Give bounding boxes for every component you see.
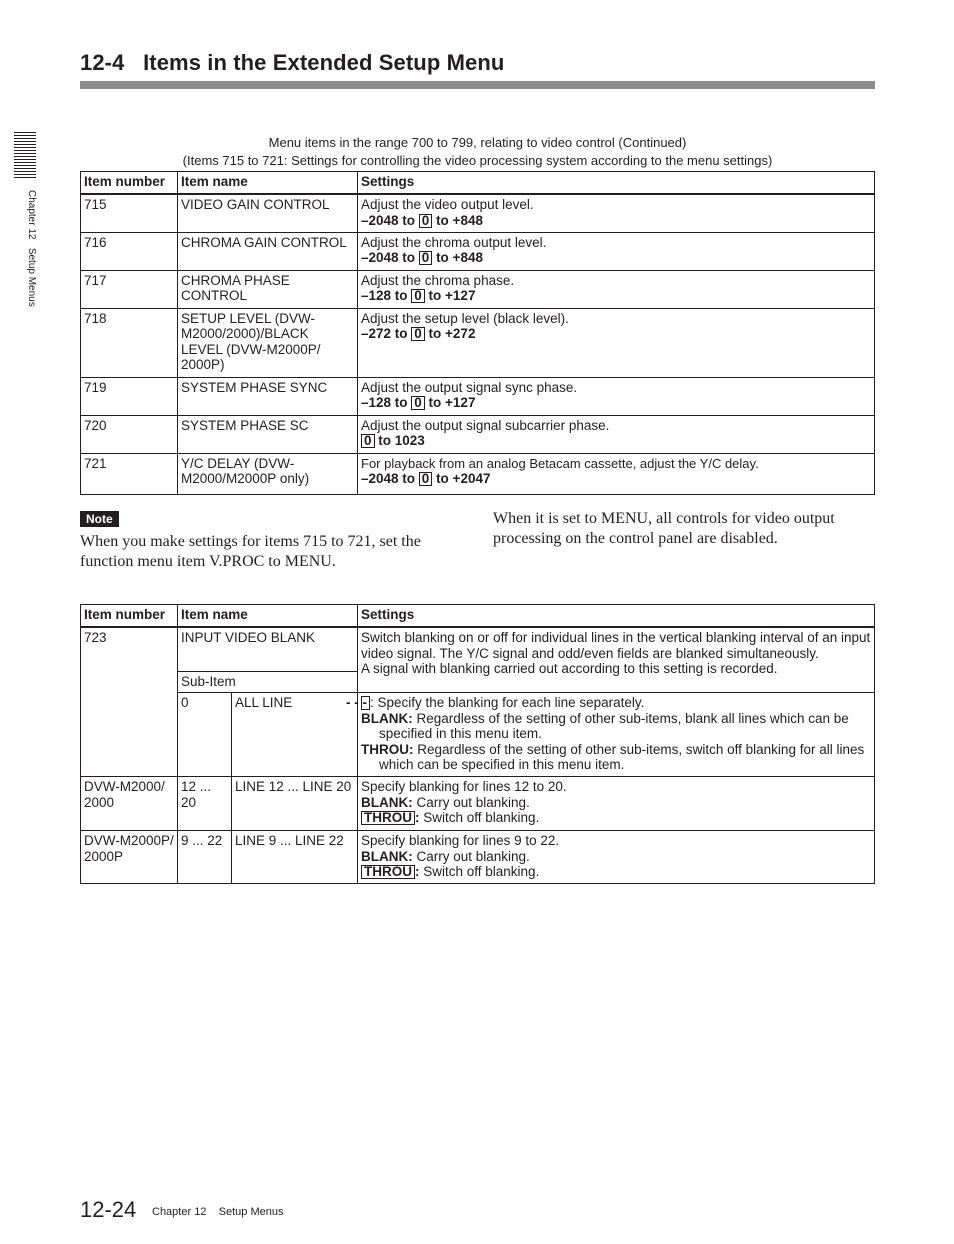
subitem-name: LINE 9 ... LINE 22 [232, 831, 358, 884]
range-min: –2048 to [361, 212, 419, 228]
note-text-right: When it is set to MENU, all controls for video output processing on the control panel are disabled. [493, 510, 835, 547]
range-min: –128 to [361, 395, 412, 410]
range-min: –272 to [361, 326, 412, 341]
option-blank [361, 849, 871, 865]
subitem-number: 0 [178, 693, 232, 777]
range-max: to +848 [432, 212, 483, 228]
option-text: Switch off blanking. [419, 810, 540, 825]
col-header-item-name: Item name [178, 172, 358, 195]
settings-table-715-721 [80, 171, 875, 495]
settings-desc: Adjust the video output level. [361, 197, 534, 212]
option-text: Switch off blanking. [419, 864, 540, 879]
option-text: Regardless of the setting of other sub-items, blank all lines which can be specified in this menu item. [379, 710, 853, 741]
option-key: THROU: [361, 741, 414, 757]
item-name: SYSTEM PHASE SC [178, 415, 358, 453]
option-key: BLANK: [361, 848, 413, 864]
table-caption-line1: Menu items in the range 700 to 799, relating to video control (Continued) [268, 135, 687, 150]
settings-desc: Specify blanking for lines 12 to 20. [361, 779, 567, 794]
col-header-item-number: Item number [81, 605, 178, 628]
range-max: to +848 [432, 250, 483, 265]
default-value-box: 0 [419, 214, 433, 228]
item-number: 716 [81, 232, 178, 270]
range-min: –128 to [361, 288, 412, 303]
option-throu [361, 742, 871, 773]
option-key: BLANK: [361, 710, 413, 726]
settings-desc: Specify blanking for lines 9 to 22. [361, 833, 560, 848]
table-row [81, 232, 875, 270]
item-settings [358, 308, 875, 377]
range-max: to +272 [424, 326, 476, 341]
option-throu [361, 810, 871, 826]
table-row [81, 693, 875, 777]
settings-range [361, 213, 871, 229]
note-label: Note [80, 511, 119, 527]
default-value-box: 0 [419, 472, 433, 486]
table-row [81, 377, 875, 415]
item-number: 718 [81, 308, 178, 377]
col-header-settings: Settings [358, 605, 875, 628]
item-settings [358, 453, 875, 494]
item-number: 721 [81, 453, 178, 494]
option-blank [361, 795, 871, 811]
option-text: Carry out blanking. [412, 794, 530, 810]
settings-range [361, 395, 871, 411]
item-number: 717 [81, 270, 178, 308]
settings-range [361, 250, 871, 266]
item-name: SETUP LEVEL (DVW-M2000/2000)/BLACK LEVEL (DVW-M2000P/ 2000P) [178, 308, 358, 377]
settings-desc: Adjust the chroma phase. [361, 272, 515, 288]
item-name: INPUT VIDEO BLANK [178, 627, 358, 671]
item-number: 719 [81, 377, 178, 415]
option-text: Regardless of the setting of other sub-items, switch off blanking for all lines which can be specified in this menu item. [379, 741, 868, 772]
page-title: 12-4 Items in the Extended Setup Menu [80, 50, 505, 75]
subitem-settings [346, 693, 875, 777]
default-value-box: 0 [411, 396, 425, 410]
option-key: BLANK: [361, 794, 413, 810]
subitem-name: ALL LINE [232, 693, 358, 777]
settings-desc: Adjust the output signal subcarrier phase. [361, 417, 610, 433]
settings-desc: Adjust the setup level (black level). [361, 310, 569, 326]
subitem-name: LINE 12 ... LINE 20 [232, 777, 358, 831]
table-row [81, 270, 875, 308]
item-settings [358, 270, 875, 308]
default-value-box: THROU [361, 811, 415, 825]
subitem-label: Sub-Item [178, 671, 358, 693]
settings-desc-recorded: A signal with blanking carried out according to this setting is recorded. [361, 661, 778, 676]
range-min: –2048 to [361, 471, 419, 486]
subitem-settings [358, 831, 875, 884]
subitem-settings [358, 777, 875, 831]
table-row [81, 415, 875, 453]
table-row [81, 453, 875, 494]
range-min: –2048 to [361, 250, 419, 265]
settings-desc: Adjust the output signal sync phase. [361, 379, 578, 395]
model-name: DVW-M2000/ 2000 [81, 777, 178, 831]
item-number: 720 [81, 415, 178, 453]
default-value-box: - - - [361, 696, 370, 710]
range-max: to +2047 [432, 471, 491, 486]
settings-desc: Adjust the chroma output level. [361, 234, 547, 250]
item-settings [358, 377, 875, 415]
table-row [81, 194, 875, 232]
chapter-tab-marker [14, 132, 36, 178]
settings-table-723 [80, 604, 875, 884]
table-row [81, 627, 875, 671]
option-default [346, 695, 871, 711]
item-settings [358, 232, 875, 270]
option-throu [361, 864, 871, 880]
item-settings [358, 415, 875, 453]
header-rule [80, 81, 875, 89]
table-caption-line2: (Items 715 to 721: Settings for controlling the video processing system according to the menu settings) [182, 153, 773, 168]
col-header-item-name: Item name [178, 605, 358, 628]
range-max: to +127 [424, 395, 476, 410]
item-settings [358, 194, 875, 232]
side-chapter-label: Chapter 12 Setup Menus [26, 190, 37, 307]
item-name: SYSTEM PHASE SYNC [178, 377, 358, 415]
settings-desc: Switch blanking on or off for individual lines in the vertical blanking interval of an input video signal. The Y/C signal and odd/even fields are blanked simultaneously. [361, 630, 871, 661]
option-text: : Specify the blanking for each line separately. [370, 695, 645, 710]
settings-desc: For playback from an analog Betacam cassette, adjust the Y/C delay. [361, 455, 759, 471]
note-text-left: When you make settings for items 715 to 721, set the function menu item V.PROC to MENU. [80, 533, 421, 570]
item-number: 723 [81, 627, 178, 777]
table-row [81, 777, 875, 831]
option-colon: : [415, 810, 420, 825]
col-header-item-number: Item number [81, 172, 178, 195]
settings-range [361, 326, 871, 342]
model-name: DVW-M2000P/ 2000P [81, 831, 178, 884]
range-max: to 1023 [374, 433, 425, 448]
item-name: CHROMA GAIN CONTROL [178, 232, 358, 270]
col-header-settings: Settings [358, 172, 875, 195]
table-row [81, 831, 875, 884]
settings-range [361, 433, 871, 449]
subitem-number: 12 ... 20 [178, 777, 232, 831]
item-number: 715 [81, 194, 178, 232]
default-value-box: 0 [411, 289, 425, 303]
default-value-box: 0 [419, 251, 433, 265]
item-name: VIDEO GAIN CONTROL [178, 194, 358, 232]
subitem-number: 9 ... 22 [178, 831, 232, 884]
default-value-box: THROU [361, 865, 415, 879]
page-number: 12-24 [80, 1197, 137, 1222]
settings-range [361, 471, 871, 487]
option-blank [361, 711, 871, 742]
item-name: Y/C DELAY (DVW-M2000/M2000P only) [178, 453, 358, 494]
item-settings [358, 627, 875, 693]
option-colon: : [415, 864, 420, 879]
footer-chapter-label: Chapter 12 Setup Menus [152, 1206, 284, 1218]
default-value-box: 0 [361, 434, 375, 448]
settings-range [361, 288, 871, 304]
table-row [81, 308, 875, 377]
range-max: to +127 [424, 288, 476, 303]
item-name: CHROMA PHASE CONTROL [178, 270, 358, 308]
option-text: Carry out blanking. [412, 848, 530, 864]
default-value-box: 0 [411, 327, 425, 341]
